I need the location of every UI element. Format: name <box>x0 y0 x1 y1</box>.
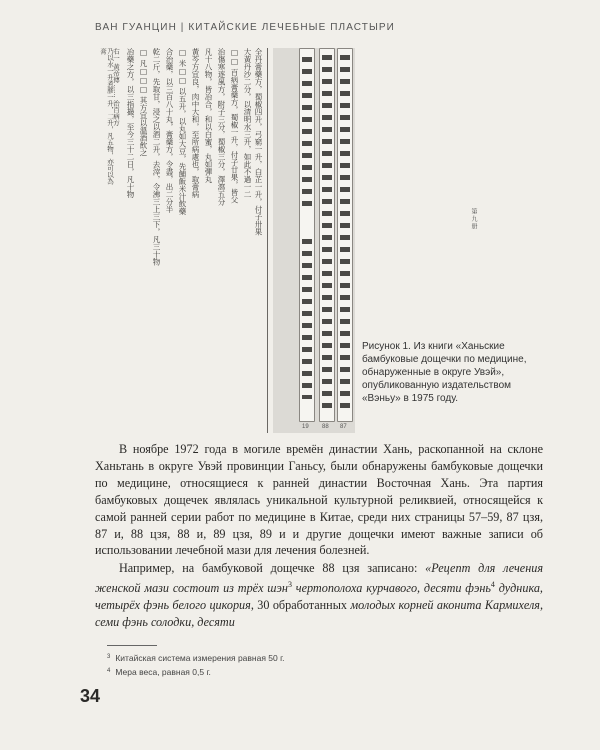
chinese-column: 凡十八物，皆冶合，和以白蜜，丸如彈丸 <box>204 48 213 183</box>
recipe-quote: молодых корней аконита Кармихеля, семи фэнь солодки, десяти <box>95 598 543 630</box>
slip-number: 19 <box>302 424 309 430</box>
footnote-reference: 4 <box>490 580 495 590</box>
chinese-text-page <box>95 48 265 428</box>
slip-number: 87 <box>340 424 347 430</box>
recipe-quote: чертополоха курчавого, десяти фэнь <box>291 581 491 596</box>
footnote-divider <box>107 645 157 646</box>
chinese-column: □ 米□□ 以五升，以丸如大豆，先餔飯米汁飲藥 <box>178 48 187 215</box>
page-number: 34 <box>80 686 101 706</box>
footnote-reference: 3 <box>287 580 292 590</box>
chinese-column: 乾二斤，先取甘，浸之以酒二升，去滓，令沸三上三下，凡三十物 <box>152 48 161 266</box>
recipe-quote: «Рецепт для лечения женской мази состоит из трёх шэн <box>95 561 544 596</box>
bamboo-slip <box>337 48 353 422</box>
body-text <box>95 441 543 631</box>
footnote: $^4$ Мера веса, равная 0,5 г. <box>107 666 211 677</box>
photo-strip-label: 第 九 册 <box>470 208 476 229</box>
paragraph-text: Например, на бамбуковой дощечке 88 цзя записано: <box>119 561 426 576</box>
recipe-quote: дудника, четырёх фэнь белого цикория <box>95 581 543 613</box>
footnotes <box>107 651 527 678</box>
divider-line <box>267 48 268 433</box>
chinese-column: 治傷寒逐風方，附子三分，蜀椒三分，澤瀉五分 <box>217 48 226 206</box>
chinese-column: 乃以水一升煮膠一升，二升，凡五物，亦可以為膏 <box>99 48 114 185</box>
paragraph <box>95 560 543 631</box>
paragraph: В ноябре 1972 года в могиле времён династии Хань, раскопанной на склоне Ханьтань в округе Увэй провинции Ганьсу, были обнаружены бамбуковые дощечки по медицине, относящиеся к ранней династии Восточная Хань. Эта партия бамбуковых дощечек являлась уникальной культурной реликвией, относящейся к самой ранней серии работ по медицине в Китае, среди них страницы 57–59, 87 цзя, 87 и, 88 цзя, 88 и, 89 цзя, 89 и и другие дощечки имеют важные записи об использовании лечебной мази для лечения болезней. <box>95 442 543 558</box>
chinese-column: □□ 百病膏藥方，蜀椒一升，付子廿果，皆父 <box>230 48 239 204</box>
chinese-column: 黃芩方宜良，肉中大和，至所病處也，取膏病 <box>191 48 200 198</box>
slip-number: 88 <box>322 424 329 430</box>
bamboo-slip <box>299 48 315 422</box>
chinese-column: 全丹膏藥方，蜀椒四升，弓窮一升，白芷一升，付子卅果 <box>254 48 263 236</box>
footnote: $^3$ Китайская система измерения равная 50 г. <box>107 653 285 663</box>
bamboo-slip <box>319 48 335 422</box>
paragraph-text: , 30 обработанных <box>250 598 351 613</box>
figure-caption: Рисунок 1. Из книги «Ханьские бамбуковые дощечки по медицине, обнаруженные в округе Увэй», опубликованную издательством «Вэньу» в 1975 году. <box>362 341 527 404</box>
running-head: ВАН ГУАНЦИН | КИТАЙСКИЕ ЛЕЧЕБНЫЕ ПЛАСТЫРИ <box>95 22 395 33</box>
chinese-column: 右一 黃帝傳 …… 治百病方 <box>112 48 120 126</box>
chinese-column: 冶藥之方，以三指撮，至今三十二日，凡十物 <box>126 48 135 198</box>
chinese-column: 大黃丹沙二分，以清明水三升，如此不過一二 <box>243 48 252 198</box>
chinese-column: □ 凡□□□ 其方宜以溫酒飲之 <box>139 48 148 157</box>
chinese-column: 合治藥，以三百八十丸，膏藥方，令盡，出二分半 <box>165 48 174 213</box>
